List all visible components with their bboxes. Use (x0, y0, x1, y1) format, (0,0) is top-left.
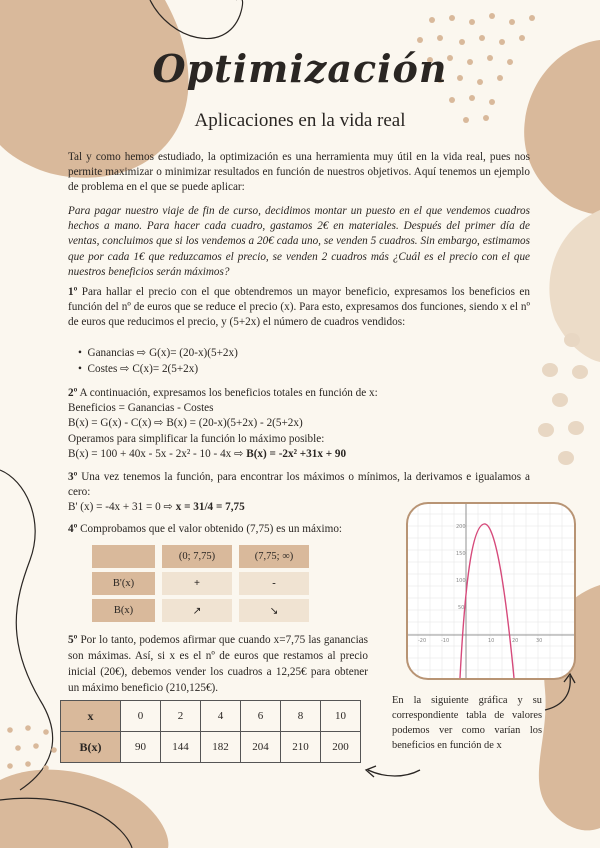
step-4-number: 4º (68, 523, 78, 535)
table-cell: 0 (121, 701, 161, 732)
step-2-line: B(x) = G(x) - C(x) ⇨ B(x) = (20-x)(5+2x) - 2(5+2x) (68, 417, 303, 430)
side-note: En la siguiente gráfica y su correspondiente tabla de valores podemos ver como varían los beneficios en función de x (392, 695, 542, 751)
table-cell: + (162, 572, 232, 595)
line-left (0, 470, 53, 790)
table-cell: 4 (201, 701, 241, 732)
step-2-line: Operamos para simplificar la función lo máximo posible: (68, 432, 325, 445)
sign-table (85, 541, 316, 626)
table-row (92, 545, 309, 568)
table-cell: 210 (281, 732, 321, 763)
function-curve (460, 524, 514, 678)
y-tick-label: 150 (456, 551, 466, 557)
function-graph (406, 502, 576, 680)
step-1-bullets (78, 345, 238, 377)
graph-svg (408, 504, 574, 678)
arrow-right-icon: ⇨ (234, 447, 244, 460)
table-header: (0; 7,75) (162, 545, 232, 568)
table-cell: 2 (161, 701, 201, 732)
step-3-number: 3º (68, 471, 78, 483)
step-2-line: B(x) = 100 + 40x - 5x - 2x² - 10 - 4x ⇨ B(x) = -2x² +31x + 90 (68, 447, 347, 460)
table-cell: ↗ (162, 599, 232, 622)
step-4: 4º Comprobamos que el valor obtenido (7,75) es un máximo: (68, 523, 343, 535)
step-1-text: Para hallar el precio con el que obtendremos un mayor beneficio, expresamos los beneficios en función del nº de euros que se reduce el precio (x). Para esto, expresamos dos funciones, siendo x el nº de euros que reducimos el precio, y (5+2x) el número de cuadros vendidos: (68, 286, 530, 329)
table-cell: 144 (161, 732, 201, 763)
table-row (61, 701, 361, 732)
arrow-right-icon: ⇨ (154, 417, 164, 430)
step-2-line: Beneficios = Ganancias - Costes (68, 402, 214, 415)
step-5-number: 5º (68, 634, 78, 646)
x-tick-label: 30 (536, 638, 543, 644)
table-row (92, 572, 309, 595)
x-tick-label: 10 (488, 638, 495, 644)
list-item: • Ganancias ⇨ G(x)= (20-x)(5+2x) (78, 347, 238, 359)
page-subtitle: Aplicaciones en la vida real (194, 110, 406, 131)
table-cell (92, 545, 155, 568)
table-cell: B(x) (92, 599, 155, 622)
y-tick-label: 100 (456, 578, 466, 584)
arrow-right-icon: ⇨ (120, 363, 130, 375)
problem-statement: Para pagar nuestro viaje de fin de curso, decidimos montar un puesto en el que vendemos cuadros hechos a mano. Para hacer cada cuadro, gastamos 2€ en materiales. Después del primer día de ventas, concluimos que si los vendemos a 20€ cada uno, se venden 5 cuadros. Sin embargo, estimamos que por cada 1€ que reduzcamos el precio, se venden 2 cuadros más ¿Cuál es el precio con el que nuestros beneficios serán máximos? (68, 205, 530, 278)
table-cell: - (239, 572, 309, 595)
table-row (61, 732, 361, 763)
values-table (60, 700, 361, 763)
table-cell: 90 (121, 732, 161, 763)
table-header: (7,75; ∞) (239, 545, 309, 568)
table-row (92, 599, 309, 622)
table-header: B(x) (61, 732, 121, 763)
step-2: 2º A continuación, expresamos los beneficios totales en función de x: Beneficios = Ganancias - Costes B(x) = G(x) - C(x) ⇨ B(x) = (20-x)(5+2x) - 2(5+2x) Operamos para simplificar la función lo máximo posible: B(x) = 100 + 40x - 5x - 2x² - 10 - 4x ⇨ B(x) = -2x² +31x + 90 (68, 386, 530, 462)
table-cell: 8 (281, 701, 321, 732)
x-tick-label: -20 (418, 638, 427, 644)
table-cell: 204 (241, 732, 281, 763)
table-cell: 10 (321, 701, 361, 732)
table-cell: ↘ (239, 599, 309, 622)
list-item: • Costes ⇨ C(x)= 2(5+2x) (78, 363, 199, 375)
table-cell: B'(x) (92, 572, 155, 595)
dots-right (538, 333, 588, 465)
step-5: 5º Por lo tanto, podemos afirmar que cuando x=7,75 las ganancias son máximas. Así, si x es el nº de euros que restamos al precio inicial (20€), debemos vender los cuadros a 12,25€ para obtener un máximo beneficio (210,125€). (68, 634, 369, 694)
table-cell: 182 (201, 732, 241, 763)
x-tick-label: 20 (512, 638, 519, 644)
step-2-number: 2º (68, 387, 78, 399)
arrow-right-icon: ⇨ (136, 347, 147, 359)
step-1 (68, 285, 530, 331)
table-header: x (61, 701, 121, 732)
blob-bottom-left (0, 770, 168, 848)
y-tick-label: 200 (456, 524, 466, 530)
intro-paragraph: Tal y como hemos estudiado, la optimización es una herramienta muy útil en la vida real, pues nos permite maximizar o minimizar resultados en función de nuestros objetivos. Aquí tenemos un ejemplo de problema en el que se puede aplicar: (68, 151, 530, 194)
table-cell: 200 (321, 732, 361, 763)
step-3: 3º Una vez tenemos la función, para encontrar los máximos o mínimos, la derivamos e igualamos a cero: B' (x) = -4x + 31 = 0 ⇨ x = 31/4 = 7,75 (68, 471, 530, 514)
step-1-number: 1º (68, 286, 78, 298)
x-tick-label: -10 (441, 638, 450, 644)
page-title: Optimización (152, 46, 448, 91)
arrow-right-icon: ⇨ (163, 501, 173, 514)
y-tick-label: 50 (458, 605, 465, 611)
curved-arrow-left (368, 770, 420, 776)
table-cell: 6 (241, 701, 281, 732)
